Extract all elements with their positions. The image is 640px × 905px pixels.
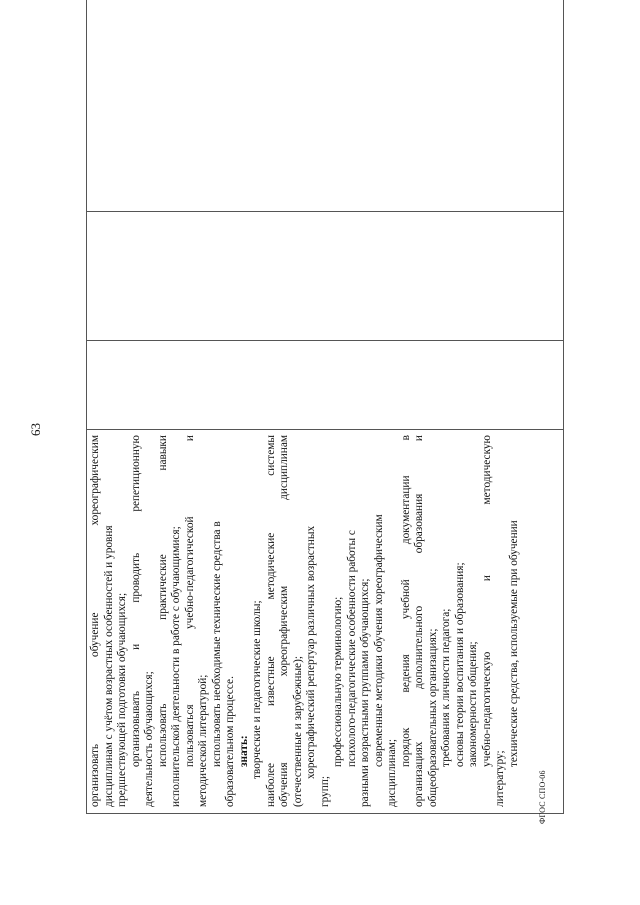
empty-cell [87,212,564,341]
text-line: деятельность обучающихся; [143,671,155,807]
text-line: основы теории воспитания и образования; [453,562,466,767]
footer-label: ФГОС СПО-06 [538,770,547,824]
text-line: требования к личности педагога; [440,608,452,767]
text-line: (отечественные и зарубежные); [291,656,304,807]
text-line [278,435,292,807]
empty-cell [87,341,564,430]
curriculum-table [86,0,564,814]
word: пользоваться [183,704,196,767]
text-line: технические средства, используемые при обучении [507,520,520,767]
text-line: литературу; [494,750,506,807]
word: и [183,435,196,442]
text-line: закономерности общения; [467,641,479,767]
word: навыки [156,435,169,471]
word: и [129,643,142,650]
text-line: групп; [318,775,331,807]
text-line: использовать необходимые технические средства в [210,521,223,767]
text-line: дисциплинам; [386,739,398,807]
word: системы [264,435,277,476]
text-line [481,435,495,807]
word: учебной [399,579,412,620]
word: и [480,575,493,582]
word: обучения [278,762,290,807]
competency-text [87,430,521,813]
text-line: разными возрастными группами обучающихся; [359,578,371,807]
text-line: профессиональную терминологию; [332,596,344,767]
text-line: общеобразовательных организациях; [426,628,439,807]
text-line: дисциплинам с учётом возрастных особенностей и уровня [102,525,115,807]
text-line: современные методики обучения хореографическим [372,514,385,767]
word: дисциплинам [278,435,290,500]
text-line: психолого-педагогические особенности работы с [345,530,358,767]
word: использовать [156,703,169,767]
word: организовать [89,743,101,807]
word: наиболее [264,762,277,807]
word: хореографическим [89,435,101,526]
word: в [399,435,412,441]
text-line: образовательном процессе. [224,676,236,807]
text-line [130,435,144,807]
word: методические [264,532,277,600]
competency-cell [87,430,564,814]
word: учебно-педагогическую [480,651,493,767]
text-line [89,435,103,807]
word: образования [413,493,425,554]
word: методическую [480,435,493,505]
word: репетиционную [129,435,142,512]
text-line: исполнительской деятельности в работе с обучающимися; [170,526,182,807]
word: ведения [399,654,412,693]
word: организациях [413,741,425,807]
word: хореографическим [278,585,290,677]
word: организовывать [129,690,142,767]
word: порядок [399,727,412,767]
word: документации [399,475,412,545]
word: проводить [129,552,142,603]
word: практические [156,554,169,620]
word: обучение [89,612,101,657]
text-line [265,435,279,807]
table-row [87,0,564,814]
word: известные [264,656,277,706]
text-line [157,435,171,807]
text-line: предшествующей подготовки обучающихся; [116,592,128,807]
text-line [413,435,427,807]
text-line [184,435,198,807]
text-line [400,435,414,807]
word: и [413,435,425,442]
rotated-page [20,30,565,830]
text-line: творческие и педагогические школы; [251,600,263,779]
word: учебно-педагогической [183,516,196,629]
text-line: знать: [237,735,250,767]
page-number: 63 [28,423,43,436]
empty-cell [87,0,564,212]
text-line: хореографический репертуар различных возрастных [305,525,317,779]
word: дополнительного [413,605,425,689]
text-line: методической литературой; [197,674,209,807]
